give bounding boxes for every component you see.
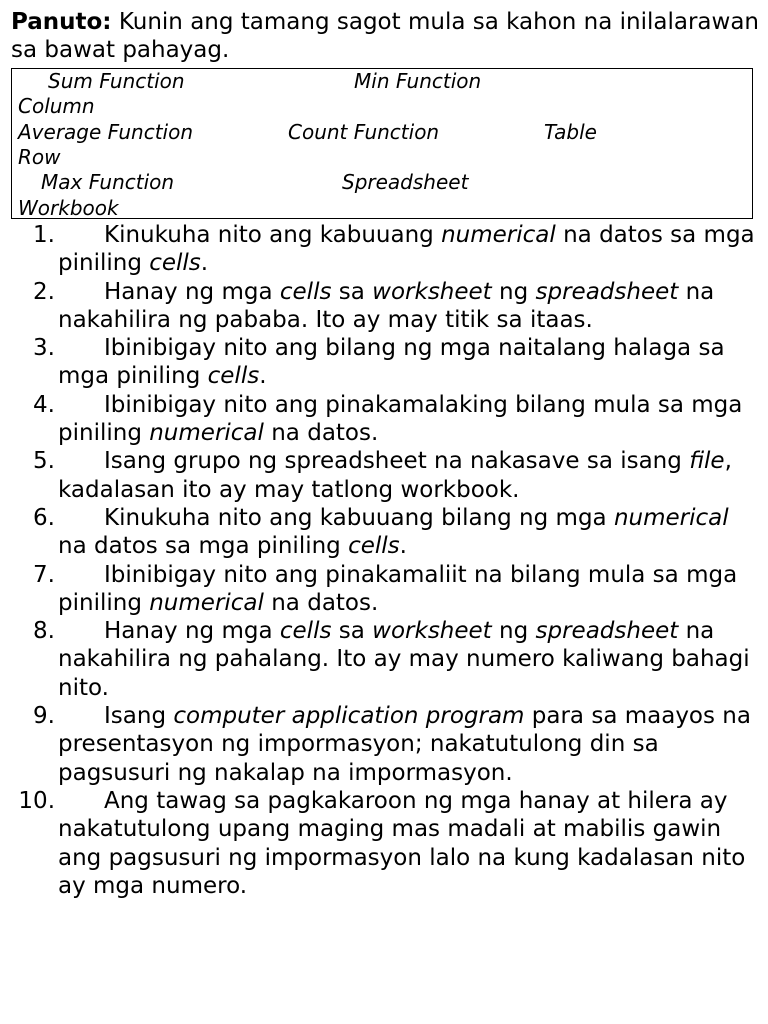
question-item — [11, 617, 761, 702]
instruction — [11, 8, 761, 64]
choice-spreadsheet: Spreadsheet — [342, 170, 469, 194]
question-number: 3. — [33, 335, 55, 362]
question-number: 10. — [18, 787, 55, 814]
question-item — [11, 447, 761, 504]
question-text: Isang computer application program para sa maayos na presentasyon ng impormasyon; nakatutulong din sa pagsusuri ng nakalap na impormasyon. — [58, 703, 751, 786]
choice-min-function: Min Function — [354, 69, 482, 93]
question-text: Ibinibigay nito ang pinakamalaking bilang mula sa mga piniling numerical na datos. — [58, 391, 743, 447]
question-number: 5. — [33, 448, 55, 475]
question-item — [11, 561, 761, 618]
question-text: Hanay ng mga cells sa worksheet ng spreadsheet na nakahilira ng pababa. Ito ay may titik sa itaas. — [58, 278, 715, 333]
question-number: 4. — [33, 391, 55, 418]
choice-max-function: Max Function — [41, 170, 175, 194]
choices-box — [11, 68, 753, 219]
choice-column: Column — [18, 94, 95, 118]
question-text: Hanay ng mga cells sa worksheet ng spreadsheet na nakahilira ng pahalang. Ito ay may numero kaliwang bahagi nito. — [58, 618, 750, 701]
instruction-text: Kunin ang tamang sagot mula sa kahon na inilalarawan sa bawat pahayag. — [11, 9, 760, 63]
choice-workbook: Workbook — [18, 196, 119, 220]
question-text: Isang grupo ng spreadsheet na nakasave sa isang file, kadalasan ito ay may tatlong workbook. — [58, 448, 732, 503]
instruction-label: Panuto: — [11, 9, 112, 35]
question-list — [11, 221, 761, 900]
choice-row: Row — [18, 145, 61, 169]
question-text: Ibinibigay nito ang pinakamaliit na bilang mula sa mga piniling numerical na datos. — [58, 561, 738, 616]
question-text: Ibinibigay nito ang bilang ng mga naitalang halaga sa mga piniling cells. — [58, 335, 725, 390]
choice-count-function: Count Function — [288, 120, 440, 144]
question-number: 9. — [33, 703, 55, 730]
question-item — [11, 278, 761, 335]
question-number: 1. — [33, 222, 55, 248]
question-number: 6. — [33, 504, 55, 531]
question-text: Ang tawag sa pagkakaroon ng mga hanay at hilera ay nakatutulong upang maging mas madali at mabilis gawin ang pagsusuri ng impormasyon lalo na kung kadalasan nito ay mga numero. — [58, 787, 746, 899]
question-item — [11, 221, 761, 278]
question-text: Kinukuha nito ang kabuuang bilang ng mga numerical na datos sa mga piniling cells. — [58, 504, 729, 560]
question-item — [11, 391, 761, 448]
choice-table: Table — [544, 120, 597, 144]
question-item — [11, 504, 761, 561]
question-text: Kinukuha nito ang kabuuang numerical na datos sa mga piniling cells. — [58, 222, 755, 277]
question-number: 8. — [33, 618, 55, 645]
choice-average-function: Average Function — [18, 120, 194, 144]
question-number: 7. — [33, 561, 55, 588]
question-item — [11, 334, 761, 391]
question-number: 2. — [33, 278, 55, 305]
question-item — [11, 702, 761, 787]
choice-sum-function: Sum Function — [48, 69, 185, 93]
question-item — [11, 787, 761, 900]
